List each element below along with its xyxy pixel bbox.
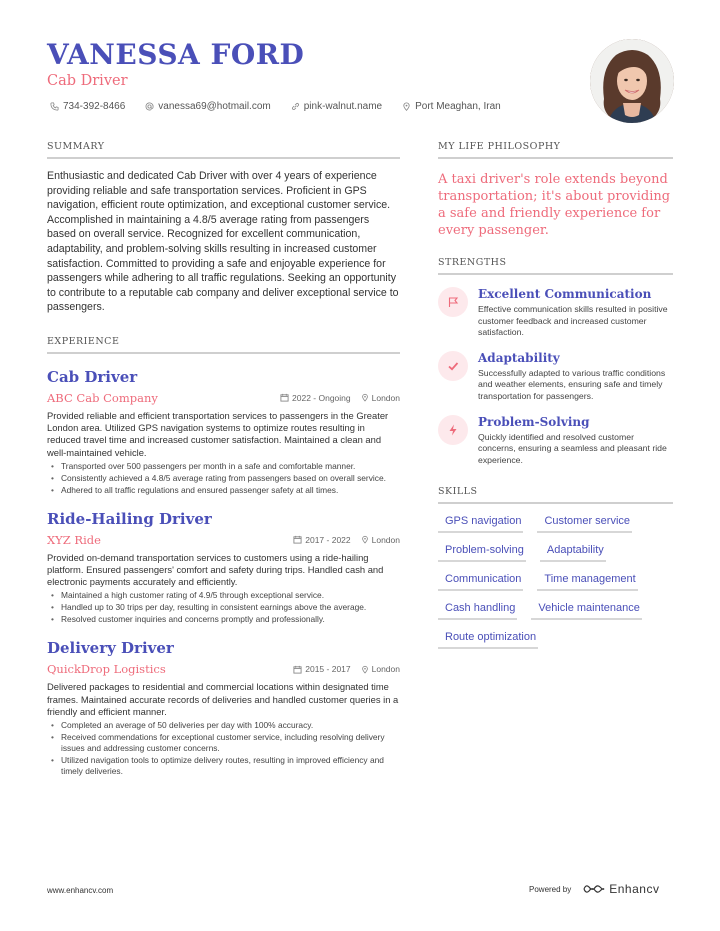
skills-heading: SKILLS	[438, 486, 673, 504]
summary-text: Enthusiastic and dedicated Cab Driver with over 4 years of experience providing reliable and safe transportation services. Proficient in GPS navigation, efficient route optimization, and exceptional customer service. Accomplished in maintaining a 4.8/5 average rating from passengers based on overall service. Recognized for excellent communication, adaptability, and problem-solving skills resulting in increased customer satisfaction. Committed to providing a safe and enjoyable experience for passengers while adhering to all traffic regulations. Seeking an opportunity to contribute to a reputable cab company and deliver exceptional service to passengers.	[47, 170, 399, 314]
calendar-icon	[293, 535, 302, 544]
job-location: London	[371, 664, 400, 675]
contact-phone[interactable]	[50, 101, 125, 112]
job-title: Cab Driver	[47, 367, 138, 386]
phone-icon	[50, 102, 59, 111]
candidate-name: VANESSA FORD	[47, 38, 305, 71]
philosophy-quote: A taxi driver's role extends beyond transportation; it's about providing a safe and friendly experience for every passenger.	[438, 172, 671, 238]
strength-title: Problem-Solving	[478, 414, 590, 429]
job-title: Delivery Driver	[47, 639, 174, 658]
profile-photo	[590, 39, 674, 123]
strength-item	[438, 287, 673, 339]
job-description: Provided on-demand transportation services to customers using a ride-hailing platform. Ensured passengers' comfort and safety during trips. Handled cash and electronic payments accurately and efficiently.	[47, 551, 384, 588]
job-bullet: • Adhered to all traffic regulations and ensured passenger safety at all times.	[47, 485, 400, 496]
experience-heading: EXPERIENCE	[47, 336, 400, 354]
contact-bar	[50, 101, 501, 112]
contact-location	[402, 101, 501, 112]
job-bullet: • Resolved customer inquiries and concerns promptly and professionally.	[47, 614, 400, 625]
job-entry	[47, 368, 400, 496]
job-entry	[47, 639, 400, 777]
job-bullet: • Received commendations for exceptional customer service, including resolving delivery issues and addressing customer concerns.	[47, 732, 400, 754]
contact-website-text: pink-walnut.name	[303, 101, 383, 112]
calendar-icon	[293, 665, 302, 674]
job-company: XYZ Ride	[47, 532, 101, 547]
link-icon	[291, 102, 300, 111]
candidate-title: Cab Driver	[47, 73, 128, 89]
skill-tag: Cash handling	[438, 602, 517, 620]
strength-title: Excellent Communication	[478, 287, 652, 301]
job-dates: 2022 - Ongoing	[292, 392, 351, 403]
strength-item	[438, 415, 673, 467]
job-location: London	[371, 392, 400, 403]
skill-tag: GPS navigation	[438, 515, 523, 533]
job-entry	[47, 510, 400, 626]
contact-website[interactable]	[291, 101, 382, 112]
contact-phone-text: 734-392-8466	[63, 101, 126, 112]
location-icon	[361, 665, 369, 674]
enhancv-logo[interactable]	[583, 882, 659, 896]
right-column	[438, 141, 673, 649]
contact-email[interactable]	[145, 101, 270, 112]
job-bullet: • Consistently achieved a 4.8/5 average rating from passengers based on overall service.	[47, 473, 400, 484]
footer-branding	[529, 882, 659, 896]
strength-title: Adaptability	[478, 350, 560, 365]
job-bullet: • Maintained a high customer rating of 4.9/5 through exceptional service.	[47, 590, 400, 601]
strength-item	[438, 351, 673, 403]
job-description: Delivered packages to residential and commercial locations within designated time frames. Maintained accurate records of deliveries and handled customer queries in a friendly and efficient manner.	[47, 681, 399, 717]
job-bullet: • Transported over 500 passengers per month in a safe and comfortable manner.	[47, 461, 400, 472]
calendar-icon	[280, 393, 289, 402]
skill-tag: Communication	[438, 573, 523, 591]
job-location: London	[371, 534, 400, 545]
skill-tag: Customer service	[537, 515, 632, 533]
job-company: QuickDrop Logistics	[47, 662, 166, 677]
job-description: Provided reliable and efficient transportation services to passengers in the Greater London area. Utilized GPS navigation systems to optimize routes resulting in reduced travel time and increased customer satisfaction. Maintained a clean and well-maintained vehicle.	[47, 409, 389, 458]
left-column	[47, 141, 400, 777]
summary-heading: SUMMARY	[47, 141, 400, 159]
job-bullet: • Completed an average of 50 deliveries per day with 100% accuracy.	[47, 720, 400, 731]
location-icon	[361, 393, 369, 402]
skill-tag: Vehicle maintenance	[531, 602, 642, 620]
avatar	[590, 39, 674, 123]
check-icon	[447, 360, 459, 372]
location-icon	[402, 102, 411, 111]
powered-by-label: Powered by	[529, 884, 572, 894]
enhancv-logo-icon	[583, 883, 605, 895]
job-bullet: • Handled up to 30 trips per day, resulting in consistent earnings above the average.	[47, 602, 400, 613]
strengths-heading: STRENGTHS	[438, 257, 673, 275]
contact-location-text: Port Meaghan, Iran	[415, 101, 501, 112]
skill-tag: Adaptability	[540, 544, 606, 562]
philosophy-heading: MY LIFE PHILOSOPHY	[438, 141, 673, 159]
enhancv-brand-text: Enhancv	[609, 882, 660, 896]
job-company: ABC Cab Company	[47, 390, 158, 405]
skill-tag: Problem-solving	[438, 544, 526, 562]
strength-description: Effective communication skills resulted in positive customer feedback and increased customer satisfaction.	[478, 304, 668, 338]
location-icon	[361, 535, 369, 544]
strength-description: Successfully adapted to various traffic conditions and weather elements, ensuring safe and timely transportation for passengers.	[478, 367, 666, 401]
skill-tag: Time management	[537, 573, 637, 591]
job-dates: 2015 - 2017	[305, 664, 351, 675]
skills-list	[438, 515, 673, 649]
job-title: Ride-Hailing Driver	[47, 509, 212, 528]
contact-email-text: vanessa69@hotmail.com	[158, 101, 271, 112]
job-bullets	[47, 461, 400, 496]
job-bullet: • Utilized navigation tools to optimize delivery routes, resulting in improved efficiency and timely deliveries.	[47, 755, 400, 777]
bolt-icon	[447, 424, 459, 436]
footer-website[interactable]: www.enhancv.com	[47, 886, 114, 895]
job-bullets	[47, 720, 400, 777]
at-icon	[145, 102, 154, 111]
skill-tag: Route optimization	[438, 631, 538, 649]
strength-description: Quickly identified and resolved customer concerns, ensuring a seamless and pleasant ride experience.	[478, 431, 667, 465]
job-bullets	[47, 590, 400, 625]
flag-icon	[447, 296, 459, 308]
job-dates: 2017 - 2022	[305, 534, 351, 545]
